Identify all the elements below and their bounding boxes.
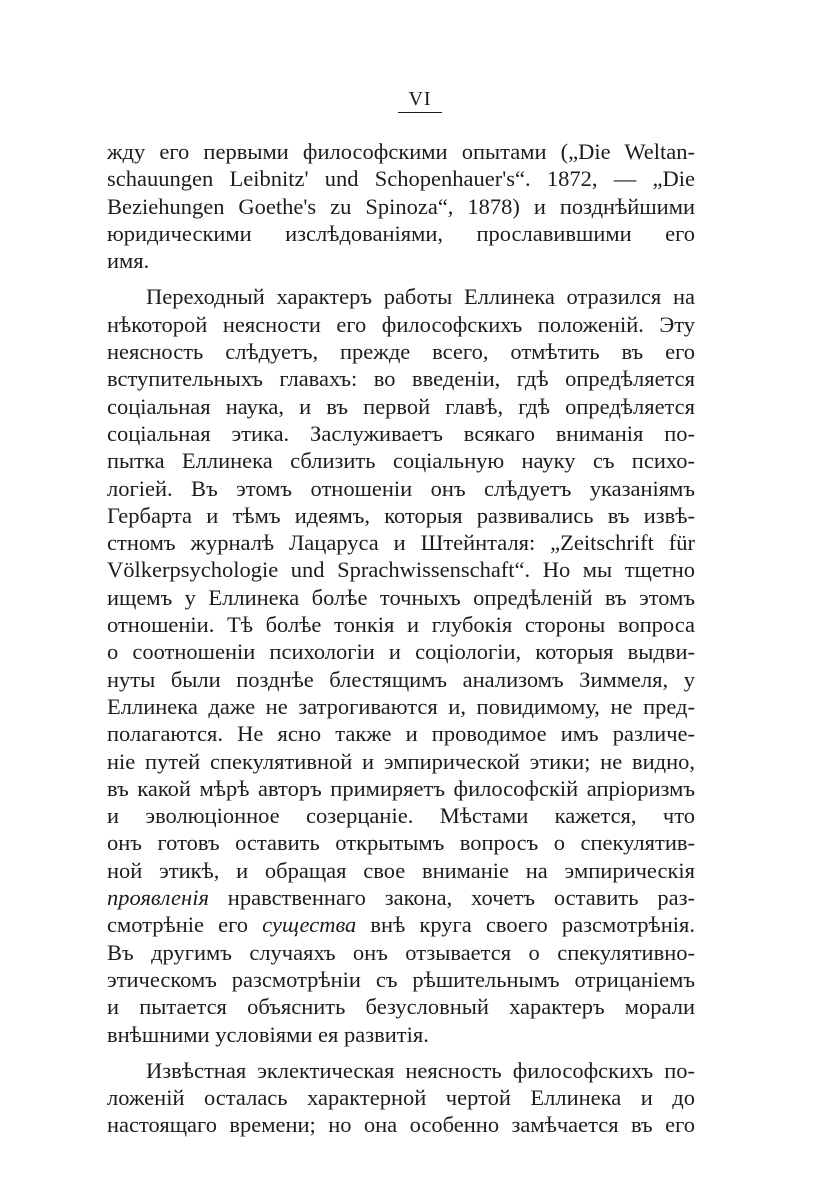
text-line: Völkerpsychologie und Sprachwissenschaft“. Но мы тщетно <box>107 557 695 583</box>
text-line: Beziehungen Goethe's zu Spinoza“, 1878) и позднѣйшими <box>107 193 695 219</box>
text-line: онъ готовъ оставить открытымъ вопросъ о спекулятив- <box>107 830 695 856</box>
text-line: ной этикѣ, и обращая свое вниманіе на эмпирическія <box>107 857 695 883</box>
text-line: ніе путей спекулятивной и эмпирической этики; не видно, <box>107 748 695 774</box>
text-line: полагаются. Не ясно также и проводимое имъ различе- <box>107 721 695 747</box>
text-line: нуты были позднѣе блестящимъ анализомъ Зиммеля, у <box>107 666 695 692</box>
paragraph-1 <box>107 138 695 274</box>
text-line: Еллинека даже не затрогиваются и, повидимому, не пред- <box>107 693 695 719</box>
text-line: внѣшними условіями ея развитія. <box>107 1021 429 1047</box>
text-line: соціальная этика. Заслуживаетъ всякаго вниманія по- <box>107 420 695 446</box>
page-number <box>0 88 840 113</box>
text-line: и эволюціонное созерцаніе. Мѣстами кажется, что <box>107 803 695 829</box>
text-line: жду его первыми философскими опытами („Die Weltan- <box>107 139 695 164</box>
page-number-label: VI <box>398 88 441 113</box>
text-line: этическомъ разсмотрѣніи съ рѣшительнымъ отрицаніемъ <box>107 966 695 992</box>
text-line: Переходный характеръ работы Еллинека отразился на <box>146 284 695 310</box>
text-line: и пытается объяснить безусловный характеръ морали <box>107 994 695 1020</box>
text-line: отношеніи. Тѣ болѣе тонкія и глубокія стороны вопроса <box>107 612 695 638</box>
text-line: логіей. Въ этомъ отношеніи онъ слѣдуетъ указаніямъ <box>107 475 695 501</box>
text-line: schauungen Leibnitz' und Schopenhauer's“. 1872, — „Die <box>107 166 695 192</box>
text-line: Въ другимъ случаяхъ онъ отзывается о спекулятивно- <box>107 939 695 965</box>
italic-emphasis: существа <box>262 912 357 938</box>
text-line: въ какой мѣрѣ авторъ примиряетъ философскій апріоризмъ <box>107 775 695 801</box>
text-line: смотрѣніе его существа внѣ круга своего разсмотрѣнія. <box>107 912 696 938</box>
text-line: пытка Еллинека сблизить соціальную науку съ психо- <box>107 448 695 474</box>
text-line: стномъ журналѣ Лацаруса и Штейнталя: „Zeitschrift für <box>107 530 695 556</box>
text-line: юридическими изслѣдованіями, прославившими его <box>107 220 695 246</box>
text-line: имя. <box>107 248 150 274</box>
text-line: настоящаго времени; но она особенно замѣчается въ его <box>107 1112 695 1138</box>
text-line: вступительныхъ главахъ: во введеніи, гдѣ опредѣляется <box>107 366 695 392</box>
text-line: соціальная наука, и въ первой главѣ, гдѣ опредѣляется <box>107 393 695 419</box>
text-line: неясность слѣдуетъ, прежде всего, отмѣтить въ его <box>107 339 695 365</box>
text-line: о соотношеніи психологіи и соціологіи, которыя выдви- <box>107 639 695 665</box>
italic-emphasis: проявленія <box>107 885 209 911</box>
text-line: Гербарта и тѣмъ идеямъ, которыя развивались въ извѣ- <box>107 502 695 528</box>
text-line: ищемъ у Еллинека болѣе точныхъ опредѣленій въ этомъ <box>107 584 695 610</box>
text-line: нѣкоторой неясности его философскихъ положеній. Эту <box>107 311 695 337</box>
text-line: ложеній осталась характерной чертой Еллинека и до <box>107 1085 695 1111</box>
text-line: проявленія нравственнаго закона, хочетъ оставить раз- <box>107 885 695 911</box>
body-text <box>107 138 695 1139</box>
paragraph-2 <box>107 283 695 1047</box>
text-line: Извѣстная эклектическая неясность философскихъ по- <box>146 1057 695 1083</box>
paragraph-3 <box>107 1057 695 1139</box>
